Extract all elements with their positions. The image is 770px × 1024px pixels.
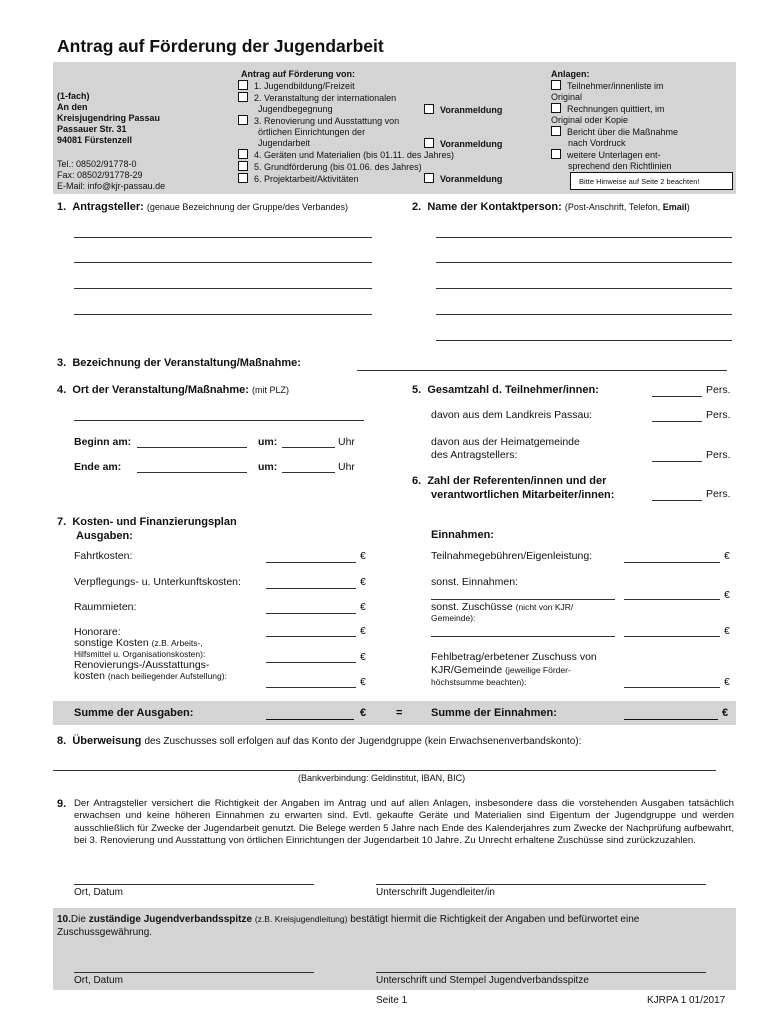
participants-heimat-line[interactable] [652,461,702,462]
raummieten-label: Raummieten: [74,601,137,613]
fahrtkosten-label: Fahrtkosten: [74,550,133,562]
contact-line-2[interactable] [436,262,732,263]
euro-3: € [360,601,366,613]
checkbox-opt4[interactable] [238,149,248,159]
euro-1: € [360,550,366,562]
begin-label: Beginn am: [74,436,132,448]
euro-7: € [724,550,730,562]
staff-count-line[interactable] [652,500,702,501]
teilnahme-label: Teilnahmegebühren/Eigenleistung: [431,550,593,562]
verpflegung-label: Verpflegungs- u. Unterkunftskosten: [74,576,241,588]
landkreis-label: davon aus dem Landkreis Passau: [431,409,593,421]
sum-in-label: Summe der Einnahmen: [431,707,557,719]
sum-out-label: Summe der Ausgaben: [74,707,194,719]
euro-5: € [360,651,366,663]
signature-line-1[interactable] [376,884,706,885]
equals-sign: = [396,707,403,719]
ort-datum-line-2[interactable] [74,972,314,973]
sum-out-line[interactable] [266,719,354,720]
sonst-einnahmen-label: sonst. Einnahmen: [431,576,518,588]
renovierung-line[interactable] [266,687,356,688]
pers-4: Pers. [706,488,731,500]
euro-4: € [360,625,366,637]
applicant-line-1[interactable] [74,237,372,238]
form-code: KJRPA 1 01/2017 [647,995,726,1006]
section-8-heading: 8. Überweisung des Zuschusses soll erfolgen auf das Konto der Jugendgruppe (kein Erwachsenenverbandskonto): [57,735,582,747]
request-options: Antrag auf Förderung von: 1. Jugendbildung/Freizeit 2. Veranstaltung der internationalen Jugendbegegnung Voranmeldung 3. Renovierung und Ausstattung von örtlichen Einrichtungen der Jugendarbeit Voranmeldung 4. Geräten und Materialien (bis 01.11. des Jahres) 5. Grundförderung (bis 01.06. des Jahres) 6. Projektarbeit/Aktivitäten Voranmeldung [238,69,543,185]
ort-datum-line-1[interactable] [74,884,314,885]
begin-date-line[interactable] [137,447,247,448]
signature-line-2[interactable] [376,972,706,973]
end-date-line[interactable] [137,472,247,473]
signature-label-1: Unterschrift Jugendleiter/in [376,887,495,898]
contact-line-3[interactable] [436,288,732,289]
ort-datum-label-1: Ort, Datum [74,887,123,898]
end-uhr: Uhr [338,461,355,473]
section-5-heading: 5. Gesamtzahl d. Teilnehmer/innen: [412,384,599,396]
section-4-heading: 4. Ort der Veranstaltung/Maßnahme: (mit PLZ) [57,384,290,396]
applicant-line-3[interactable] [74,288,372,289]
begin-uhr: Uhr [338,436,355,448]
checkbox-voranmeldung-3[interactable] [424,138,434,148]
attachments: Anlagen: Teilnehmer/innenliste im Original Rechnungen quittiert, im Original oder Kopie Bericht über die Maßnahme nach Vordruck weitere Unterlagen ent- sprechend den Richtlinien [551,69,679,171]
honorare-block: Honorare: sonstige Kosten (z.B. Arbeits-, Hilfsmittel u. Organisationskosten): Renovierungs-/Ausstattungs- kosten (nach beiliegender Aufstellung): [74,626,227,682]
checkbox-opt3[interactable] [238,115,248,125]
zuschuss-desc-line[interactable] [431,636,615,637]
sonstige-line[interactable] [266,662,356,663]
section-6-heading: 6. Zahl der Referenten/innen und der verantwortlichen Mitarbeiter/innen: [412,475,615,501]
raummieten-line[interactable] [266,613,356,614]
euro-8: € [724,589,730,601]
begin-time-label: um: [258,436,278,448]
sonst-einnahmen-line[interactable] [624,599,720,600]
pers-2: Pers. [706,409,731,421]
euro-10: € [724,676,730,688]
location-line[interactable] [74,420,364,421]
zuschuss-line[interactable] [624,636,720,637]
page-number: Seite 1 [376,995,408,1006]
contact-block: Tel.: 08502/91778-0 Fax: 08502/91778-29 E-Mail: info@kjr-passau.de [57,159,166,191]
address-block: (1-fach) An den Kreisjugendring Passau Passauer Str. 31 94081 Fürstenzell [57,91,161,145]
bank-caption: (Bankverbindung: Geldinstitut, IBAN, BIC) [298,773,466,783]
checkbox-att1[interactable] [551,80,561,90]
honorare-line[interactable] [266,636,356,637]
einnahmen-heading: Einnahmen: [431,529,494,541]
euro-9: € [724,625,730,637]
applicant-line-4[interactable] [74,314,372,315]
end-time-line[interactable] [282,472,335,473]
sonst-einnahmen-desc-line[interactable] [431,599,615,600]
checkbox-opt2[interactable] [238,92,248,102]
verpflegung-line[interactable] [266,588,356,589]
section-7-heading: 7. Kosten- und Finanzierungsplan Ausgaben: [57,516,237,542]
fehlbetrag-label: Fehlbetrag/erbetener Zuschuss von KJR/Gemeinde (jeweilige Förder- höchstsumme beachten): [431,651,597,687]
heimat-label: davon aus der Heimatgemeinde des Antragstellers: [431,436,580,461]
section-9-num: 9. [57,798,67,810]
sum-in-line[interactable] [624,719,718,720]
applicant-line-2[interactable] [74,262,372,263]
end-time-label: um: [258,461,278,473]
pers-1: Pers. [706,384,731,396]
teilnahme-line[interactable] [624,562,720,563]
checkbox-opt5[interactable] [238,161,248,171]
end-label: Ende am: [74,461,122,473]
signature-label-2: Unterschrift und Stempel Jugendverbandsspitze [376,975,589,986]
contact-line-1[interactable] [436,237,732,238]
section-1-heading: 1. Antragsteller: (genaue Bezeichnung der Gruppe/des Verbandes) [57,201,349,213]
section-10-text: 10.Die zuständige Jugendverbandsspitze (z.B. Kreisjugendleitung) bestätigt hiermit die Richtigkeit der Angaben und befürwortet eine Zuschussgewährung. [57,914,640,938]
contact-line-4[interactable] [436,314,732,315]
checkbox-att2[interactable] [551,103,561,113]
participants-total-line[interactable] [652,396,702,397]
page-title: Antrag auf Förderung der Jugendarbeit [57,36,384,56]
checkbox-att3[interactable] [551,126,561,136]
section-3-heading: 3. Bezeichnung der Veranstaltung/Maßnahme: [57,357,301,369]
section-2-heading: 2. Name der Kontaktperson: (Post-Anschrift, Telefon, Email) [412,201,690,213]
checkbox-voranmeldung-6[interactable] [424,173,434,183]
begin-time-line[interactable] [282,447,335,448]
zuschuss-label: sonst. Zuschüsse (nicht von KJR/ Gemeinde): [431,601,574,623]
note-box: Bitte Hinweise auf Seite 2 beachten! [570,172,733,190]
checkbox-opt6[interactable] [238,173,248,183]
fahrtkosten-line[interactable] [266,562,356,563]
contact-line-5[interactable] [436,340,732,341]
checkbox-voranmeldung-2[interactable] [424,104,434,114]
event-name-line[interactable] [357,370,727,371]
euro-sum-2: € [722,707,729,719]
checkbox-opt1[interactable] [238,80,248,90]
section-9-text: Der Antragsteller versichert die Richtigkeit der Angaben im Antrag und auf allen Anlagen, insbesondere dass die vorstehenden Ausgaben tatsächlich erwachsen und keine höheren Einnahmen zu erwarten sind. Evtl. gekaufte Geräte und Materialien sind Eigentum der Jugendgruppe und werden ausschließlich für Zwecke der Jugendarbeit genutzt. Die Belege werden 5 Jahre nach Ende des Kalenderjahres zum Zwecke der Nachprüfung aufbewahrt, bei 3. Renovierung und Ausstattung von örtlichen Einrichtungen der Jugendarbeit 10 Jahre. Zu Unrecht erhaltene Zuschüsse sind zurückzuzahlen. [74,798,734,846]
euro-2: € [360,576,366,588]
checkbox-att4[interactable] [551,149,561,159]
fehlbetrag-line[interactable] [624,687,720,688]
euro-6: € [360,676,366,688]
pers-3: Pers. [706,449,731,461]
euro-sum-1: € [360,707,367,719]
bank-line[interactable] [53,770,716,771]
participants-landkreis-line[interactable] [652,421,702,422]
ort-datum-label-2: Ort, Datum [74,975,123,986]
